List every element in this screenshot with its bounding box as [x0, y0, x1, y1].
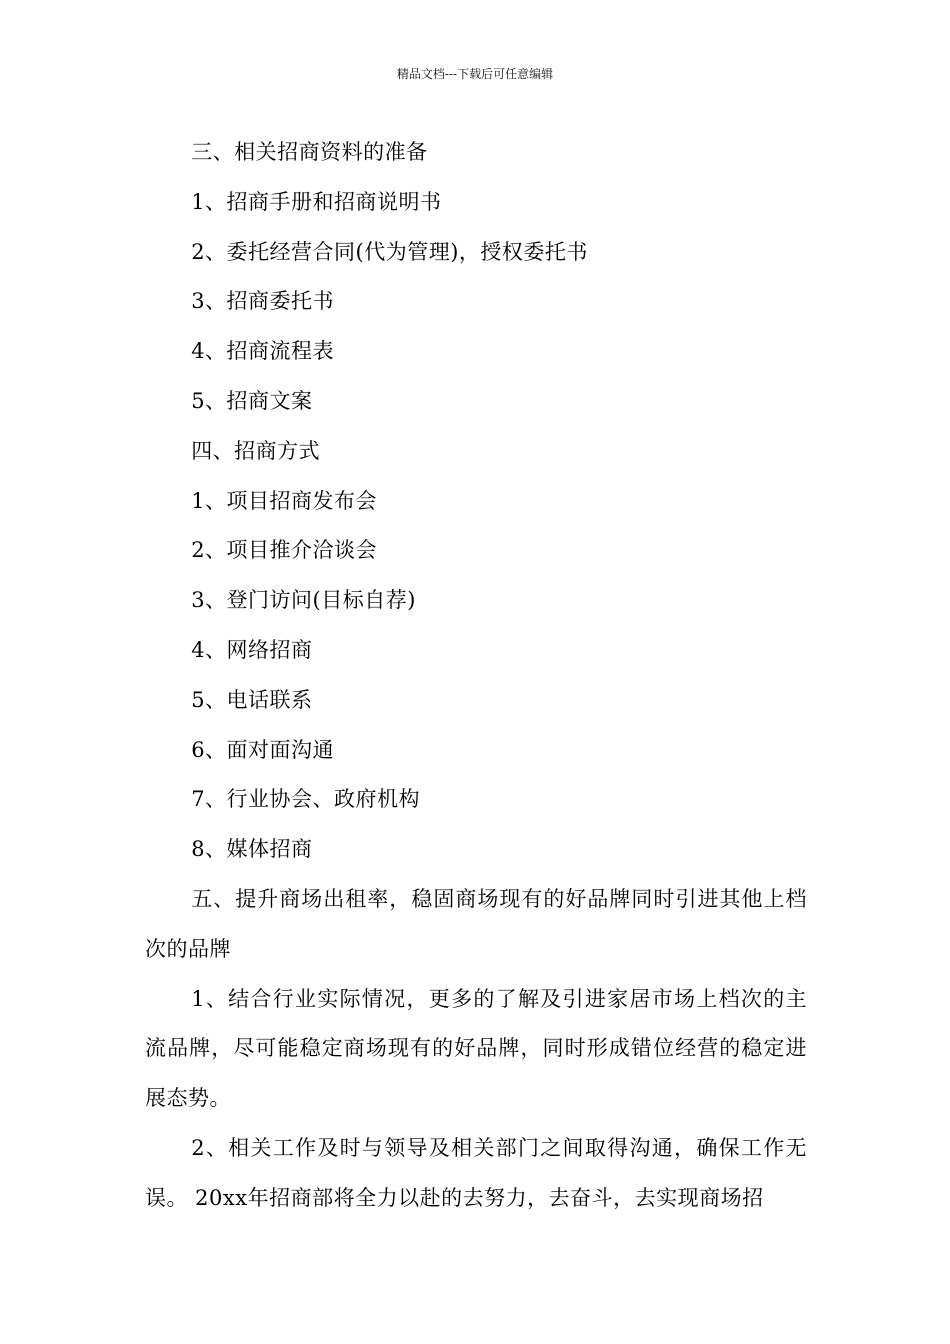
list-item: 8、媒体招商 — [191, 837, 313, 862]
list-item: 2、委托经营合同(代为管理)，授权委托书 — [191, 239, 588, 264]
list-item: 1、项目招商发布会 — [191, 488, 378, 513]
section-heading-5: 五、提升商场出租率，稳固商场现有的好品牌同时引进其他上档次的品牌 — [145, 886, 807, 961]
list-item: 3、登门访问(目标自荐) — [191, 588, 416, 613]
list-item: 1、招商手册和招商说明书 — [191, 189, 442, 214]
list-item: 4、招商流程表 — [191, 339, 335, 364]
list-item: 4、网络招商 — [191, 637, 313, 662]
list-item: 3、招商委托书 — [191, 289, 335, 314]
section-heading-4: 四、招商方式 — [191, 438, 321, 463]
body-paragraph: 1、结合行业实际情况，更多的了解及引进家居市场上档次的主流品牌，尽可能稳定商场现有的好品牌，同时形成错位经营的稳定进展态势。 — [145, 986, 807, 1111]
body-paragraph: 2、相关工作及时与领导及相关部门之间取得沟通，确保工作无误。 20xx年招商部将全力以赴的去努力，去奋斗，去实现商场招 — [145, 1135, 807, 1210]
document-body — [145, 128, 807, 1224]
list-item: 7、行业协会、政府机构 — [191, 787, 421, 812]
section-heading-3: 三、相关招商资料的准备 — [191, 140, 428, 164]
list-item: 2、项目推介洽谈会 — [191, 538, 378, 563]
page-header: 精品文档---下载后可任意编辑 — [396, 67, 554, 81]
list-item: 5、电话联系 — [191, 687, 313, 712]
list-item: 5、招商文案 — [191, 388, 313, 413]
list-item: 6、面对面沟通 — [191, 737, 335, 762]
